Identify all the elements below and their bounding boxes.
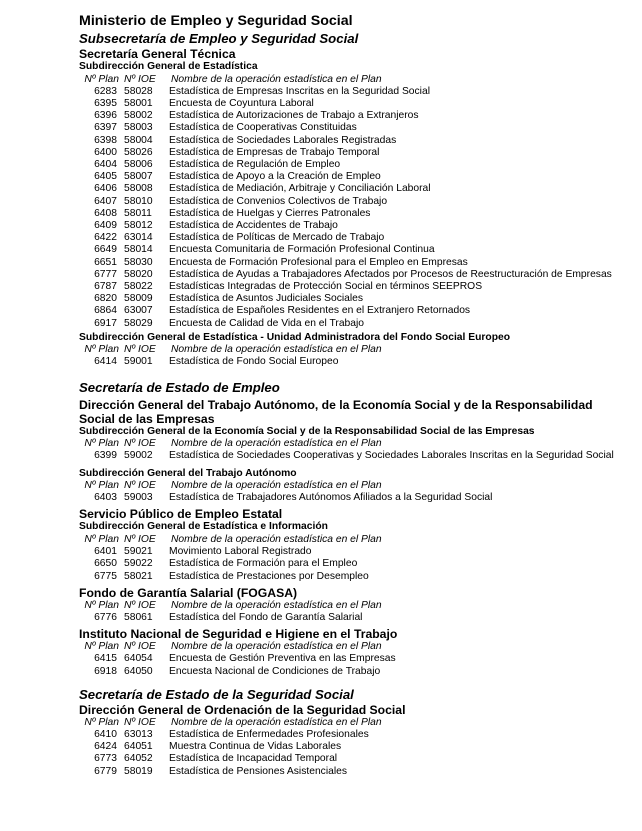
directorate-heading: Dirección General de Ordenación de la Seguridad Social — [79, 702, 406, 717]
directorate-heading: Dirección General del Trabajo Autónomo, de la Economía Social y de la Responsabilidad Social de las Empresas — [79, 397, 593, 426]
table-header — [79, 641, 624, 653]
secretariat-heading: Secretaría de Estado de la Seguridad Social — [79, 686, 354, 702]
table-row — [79, 653, 624, 665]
table-row — [79, 232, 624, 244]
plan-number: 6773 — [94, 753, 117, 765]
ioe-number: 64051 — [124, 741, 153, 753]
operation-name: Estadística de Pensiones Asistenciales — [169, 765, 348, 777]
ioe-number: 59022 — [124, 558, 153, 570]
operation-name: Estadística de Empresas Inscritas en la Seguridad Social — [169, 85, 430, 97]
col-plan-header: Nº Plan — [84, 344, 119, 356]
table-row — [79, 183, 624, 195]
table-row — [79, 86, 624, 98]
col-name-header: Nombre de la operación estadística en el Plan — [171, 641, 382, 653]
col-plan-header: Nº Plan — [84, 641, 119, 653]
plan-number: 6651 — [94, 256, 117, 268]
plan-number: 6404 — [94, 158, 117, 170]
col-ioe-header: Nº IOE — [124, 480, 156, 492]
ioe-number: 64054 — [124, 653, 153, 665]
table-row — [79, 546, 624, 558]
operation-name: Muestra Continua de Vidas Laborales — [169, 741, 342, 753]
operation-name: Estadística de Ayudas a Trabajadores Afectados por Procesos de Reestructuración de Empresas — [169, 268, 612, 280]
plan-number: 6415 — [94, 653, 117, 665]
plan-number: 6917 — [94, 317, 117, 329]
col-ioe-header: Nº IOE — [124, 533, 156, 545]
ioe-number: 59001 — [124, 356, 153, 368]
table-row — [79, 196, 624, 208]
operations-table — [79, 534, 624, 583]
ioe-number: 58012 — [124, 219, 153, 231]
ioe-number: 58008 — [124, 183, 153, 195]
table-row — [79, 356, 624, 368]
subdirectorate-heading: Subdirección General de la Economía Social y de la Responsabilidad Social de las Empresas — [79, 425, 535, 437]
operations-table — [79, 717, 624, 778]
col-name-header: Nombre de la operación estadística en el Plan — [171, 344, 382, 356]
operations-table — [79, 74, 624, 330]
subdirectorate-heading: Subdirección General del Trabajo Autónomo — [79, 467, 297, 479]
plan-number: 6403 — [94, 492, 117, 504]
plan-number: 6422 — [94, 232, 117, 244]
plan-number: 6776 — [94, 612, 117, 623]
operation-name: Estadística de Huelgas y Cierres Patronales — [169, 207, 371, 219]
operations-table — [79, 344, 624, 368]
table-row — [79, 741, 624, 753]
ioe-number: 59003 — [124, 492, 153, 504]
subdirectorate-heading: Subdirección General de Estadística - Unidad Administradora del Fondo Social Europeo — [79, 331, 511, 343]
plan-number: 6787 — [94, 280, 117, 292]
col-name-header: Nombre de la operación estadística en el Plan — [171, 480, 382, 492]
table-row — [79, 135, 624, 147]
plan-number: 6283 — [94, 85, 117, 97]
ioe-number: 63013 — [124, 729, 153, 741]
col-ioe-header: Nº IOE — [124, 438, 156, 450]
col-ioe-header: Nº IOE — [124, 73, 156, 85]
document-body — [79, 12, 624, 778]
col-name-header: Nombre de la operación estadística en el Plan — [171, 533, 382, 545]
operation-name: Estadística de Regulación de Empleo — [169, 158, 341, 170]
plan-number: 6918 — [94, 665, 117, 677]
plan-number: 6406 — [94, 183, 117, 195]
ioe-number: 59002 — [124, 450, 153, 462]
table-row — [79, 318, 624, 330]
plan-number: 6820 — [94, 293, 117, 305]
col-ioe-header: Nº IOE — [124, 641, 156, 653]
col-plan-header: Nº Plan — [84, 716, 119, 728]
col-plan-header: Nº Plan — [84, 533, 119, 545]
ioe-number: 58007 — [124, 171, 153, 183]
col-name-header: Nombre de la operación estadística en el Plan — [171, 73, 382, 85]
col-plan-header: Nº Plan — [84, 599, 119, 611]
subdirectorate-heading: Subdirección General de Estadística — [79, 61, 258, 72]
operation-name: Estadística de Trabajadores Autónomos Afiliados a la Seguridad Social — [169, 492, 493, 504]
col-plan-header: Nº Plan — [84, 73, 119, 85]
ioe-number: 63014 — [124, 232, 153, 244]
ioe-number: 58030 — [124, 256, 153, 268]
ioe-number: 58003 — [124, 122, 153, 134]
operation-name: Estadística de Incapacidad Temporal — [169, 753, 338, 765]
ioe-number: 58001 — [124, 97, 153, 109]
operation-name: Encuesta Comunitaria de Formación Profesional Continua — [169, 244, 435, 256]
secretariat-heading: Subsecretaría de Empleo y Seguridad Social — [79, 31, 359, 46]
operation-name: Estadística de Sociedades Cooperativas y Sociedades Laborales Inscritas en la Seguridad Social — [169, 450, 614, 462]
plan-number: 6396 — [94, 110, 117, 122]
table-row — [79, 147, 624, 159]
table-row — [79, 293, 624, 305]
table-row — [79, 257, 624, 269]
ioe-number: 58028 — [124, 85, 153, 97]
operation-name: Estadística de Mediación, Arbitraje y Conciliación Laboral — [169, 183, 431, 195]
table-row — [79, 110, 624, 122]
ioe-number: 58004 — [124, 134, 153, 146]
operation-name: Estadística de Sociedades Laborales Registradas — [169, 134, 397, 146]
operation-name: Estadística de Convenios Colectivos de Trabajo — [169, 195, 388, 207]
plan-number: 6398 — [94, 134, 117, 146]
col-ioe-header: Nº IOE — [124, 716, 156, 728]
col-plan-header: Nº Plan — [84, 480, 119, 492]
table-row — [79, 208, 624, 220]
table-row — [79, 766, 624, 778]
operation-name: Estadística de Fondo Social Europeo — [169, 356, 339, 368]
ioe-number: 58022 — [124, 280, 153, 292]
ioe-number: 58014 — [124, 244, 153, 256]
ioe-number: 58029 — [124, 317, 153, 329]
plan-number: 6864 — [94, 305, 117, 317]
operations-table — [79, 480, 624, 504]
table-row — [79, 98, 624, 110]
operation-name: Estadística de Políticas de Mercado de Trabajo — [169, 232, 385, 244]
operation-name: Estadística de Asuntos Judiciales Sociales — [169, 293, 364, 305]
operation-name: Estadística de Apoyo a la Creación de Empleo — [169, 171, 381, 183]
ioe-number: 58061 — [124, 612, 153, 623]
plan-number: 6405 — [94, 171, 117, 183]
table-row — [79, 666, 624, 678]
directorate-heading: Servicio Público de Empleo Estatal — [79, 507, 283, 522]
plan-number: 6775 — [94, 570, 117, 582]
table-row — [79, 558, 624, 570]
table-row — [79, 122, 624, 134]
plan-number: 6395 — [94, 97, 117, 109]
plan-number: 6777 — [94, 268, 117, 280]
plan-number: 6400 — [94, 146, 117, 158]
ioe-number: 58011 — [124, 207, 152, 219]
subdirectorate-heading: Subdirección General de Estadística e Información — [79, 521, 328, 533]
table-header — [79, 600, 624, 612]
operation-name: Movimiento Laboral Registrado — [169, 546, 312, 558]
plan-number: 6410 — [94, 729, 117, 741]
table-header — [79, 717, 624, 729]
plan-number: 6407 — [94, 195, 117, 207]
table-row — [79, 269, 624, 281]
table-row — [79, 492, 624, 504]
plan-number: 6399 — [94, 450, 117, 462]
operation-name: Encuesta de Formación Profesional para el Empleo en Empresas — [169, 256, 468, 268]
operation-name: Estadística de Españoles Residentes en el Extranjero Retornados — [169, 305, 471, 317]
table-row — [79, 612, 624, 624]
operation-name: Encuesta Nacional de Condiciones de Trabajo — [169, 665, 381, 677]
operations-table — [79, 641, 624, 678]
plan-number: 6649 — [94, 244, 117, 256]
table-row — [79, 281, 624, 293]
ioe-number: 58002 — [124, 110, 153, 122]
plan-number: 6397 — [94, 122, 117, 134]
plan-number: 6414 — [94, 356, 117, 368]
directorate-heading: Secretaría General Técnica — [79, 47, 236, 61]
ioe-number: 64050 — [124, 665, 153, 677]
table-row — [79, 220, 624, 232]
operations-table — [79, 600, 624, 624]
ioe-number: 58006 — [124, 158, 153, 170]
table-row — [79, 450, 624, 462]
col-name-header: Nombre de la operación estadística en el Plan — [171, 716, 382, 728]
operation-name: Estadísticas Integradas de Protección Social en términos SEEPROS — [169, 280, 483, 292]
operation-name: Estadística de Prestaciones por Desempleo — [169, 570, 369, 582]
operation-name: Estadística de Autorizaciones de Trabajo a Extranjeros — [169, 110, 419, 122]
operations-table — [79, 438, 624, 462]
secretariat-heading: Secretaría de Estado de Empleo — [79, 379, 280, 395]
ioe-number: 59021 — [124, 546, 153, 558]
table-row — [79, 729, 624, 741]
table-row — [79, 171, 624, 183]
ioe-number: 58021 — [124, 570, 153, 582]
ioe-number: 58026 — [124, 146, 153, 158]
plan-number: 6424 — [94, 741, 117, 753]
table-row — [79, 159, 624, 171]
operation-name: Encuesta de Calidad de Vida en el Trabajo — [169, 317, 365, 329]
plan-number: 6779 — [94, 765, 117, 777]
col-name-header: Nombre de la operación estadística en el Plan — [171, 599, 382, 611]
operation-name: Estadística de Formación para el Empleo — [169, 558, 358, 570]
table-row — [79, 753, 624, 765]
plan-number: 6650 — [94, 558, 117, 570]
ioe-number: 64052 — [124, 753, 153, 765]
ioe-number: 58010 — [124, 195, 153, 207]
table-row — [79, 305, 624, 317]
table-header — [79, 438, 624, 450]
operation-name: Encuesta de Gestión Preventiva en las Empresas — [169, 653, 396, 665]
operation-name: Encuesta de Coyuntura Laboral — [169, 97, 314, 109]
plan-number: 6409 — [94, 219, 117, 231]
operation-name: Estadística de Enfermedades Profesionales — [169, 729, 369, 741]
col-ioe-header: Nº IOE — [124, 344, 156, 356]
ioe-number: 63007 — [124, 305, 153, 317]
col-name-header: Nombre de la operación estadística en el Plan — [171, 438, 382, 450]
directorate-heading: Fondo de Garantía Salarial (FOGASA) — [79, 585, 298, 600]
ioe-number: 58020 — [124, 268, 153, 280]
table-header — [79, 344, 624, 356]
ioe-number: 58009 — [124, 293, 153, 305]
col-ioe-header: Nº IOE — [124, 599, 156, 611]
ministry-heading: Ministerio de Empleo y Seguridad Social — [79, 13, 353, 29]
table-header — [79, 534, 624, 546]
col-plan-header: Nº Plan — [84, 438, 119, 450]
operation-name: Estadística de Empresas de Trabajo Temporal — [169, 146, 380, 158]
operation-name: Estadística de Accidentes de Trabajo — [169, 219, 338, 231]
operation-name: Estadística de Cooperativas Constituidas — [169, 122, 357, 134]
plan-number: 6408 — [94, 207, 117, 219]
table-row — [79, 571, 624, 583]
plan-number: 6401 — [94, 546, 117, 558]
operation-name: Estadística del Fondo de Garantía Salarial — [169, 612, 363, 623]
table-row — [79, 244, 624, 256]
table-header — [79, 74, 624, 86]
table-header — [79, 480, 624, 492]
ioe-number: 58019 — [124, 765, 153, 777]
directorate-heading: Instituto Nacional de Seguridad e Higiene en el Trabajo — [79, 627, 398, 642]
